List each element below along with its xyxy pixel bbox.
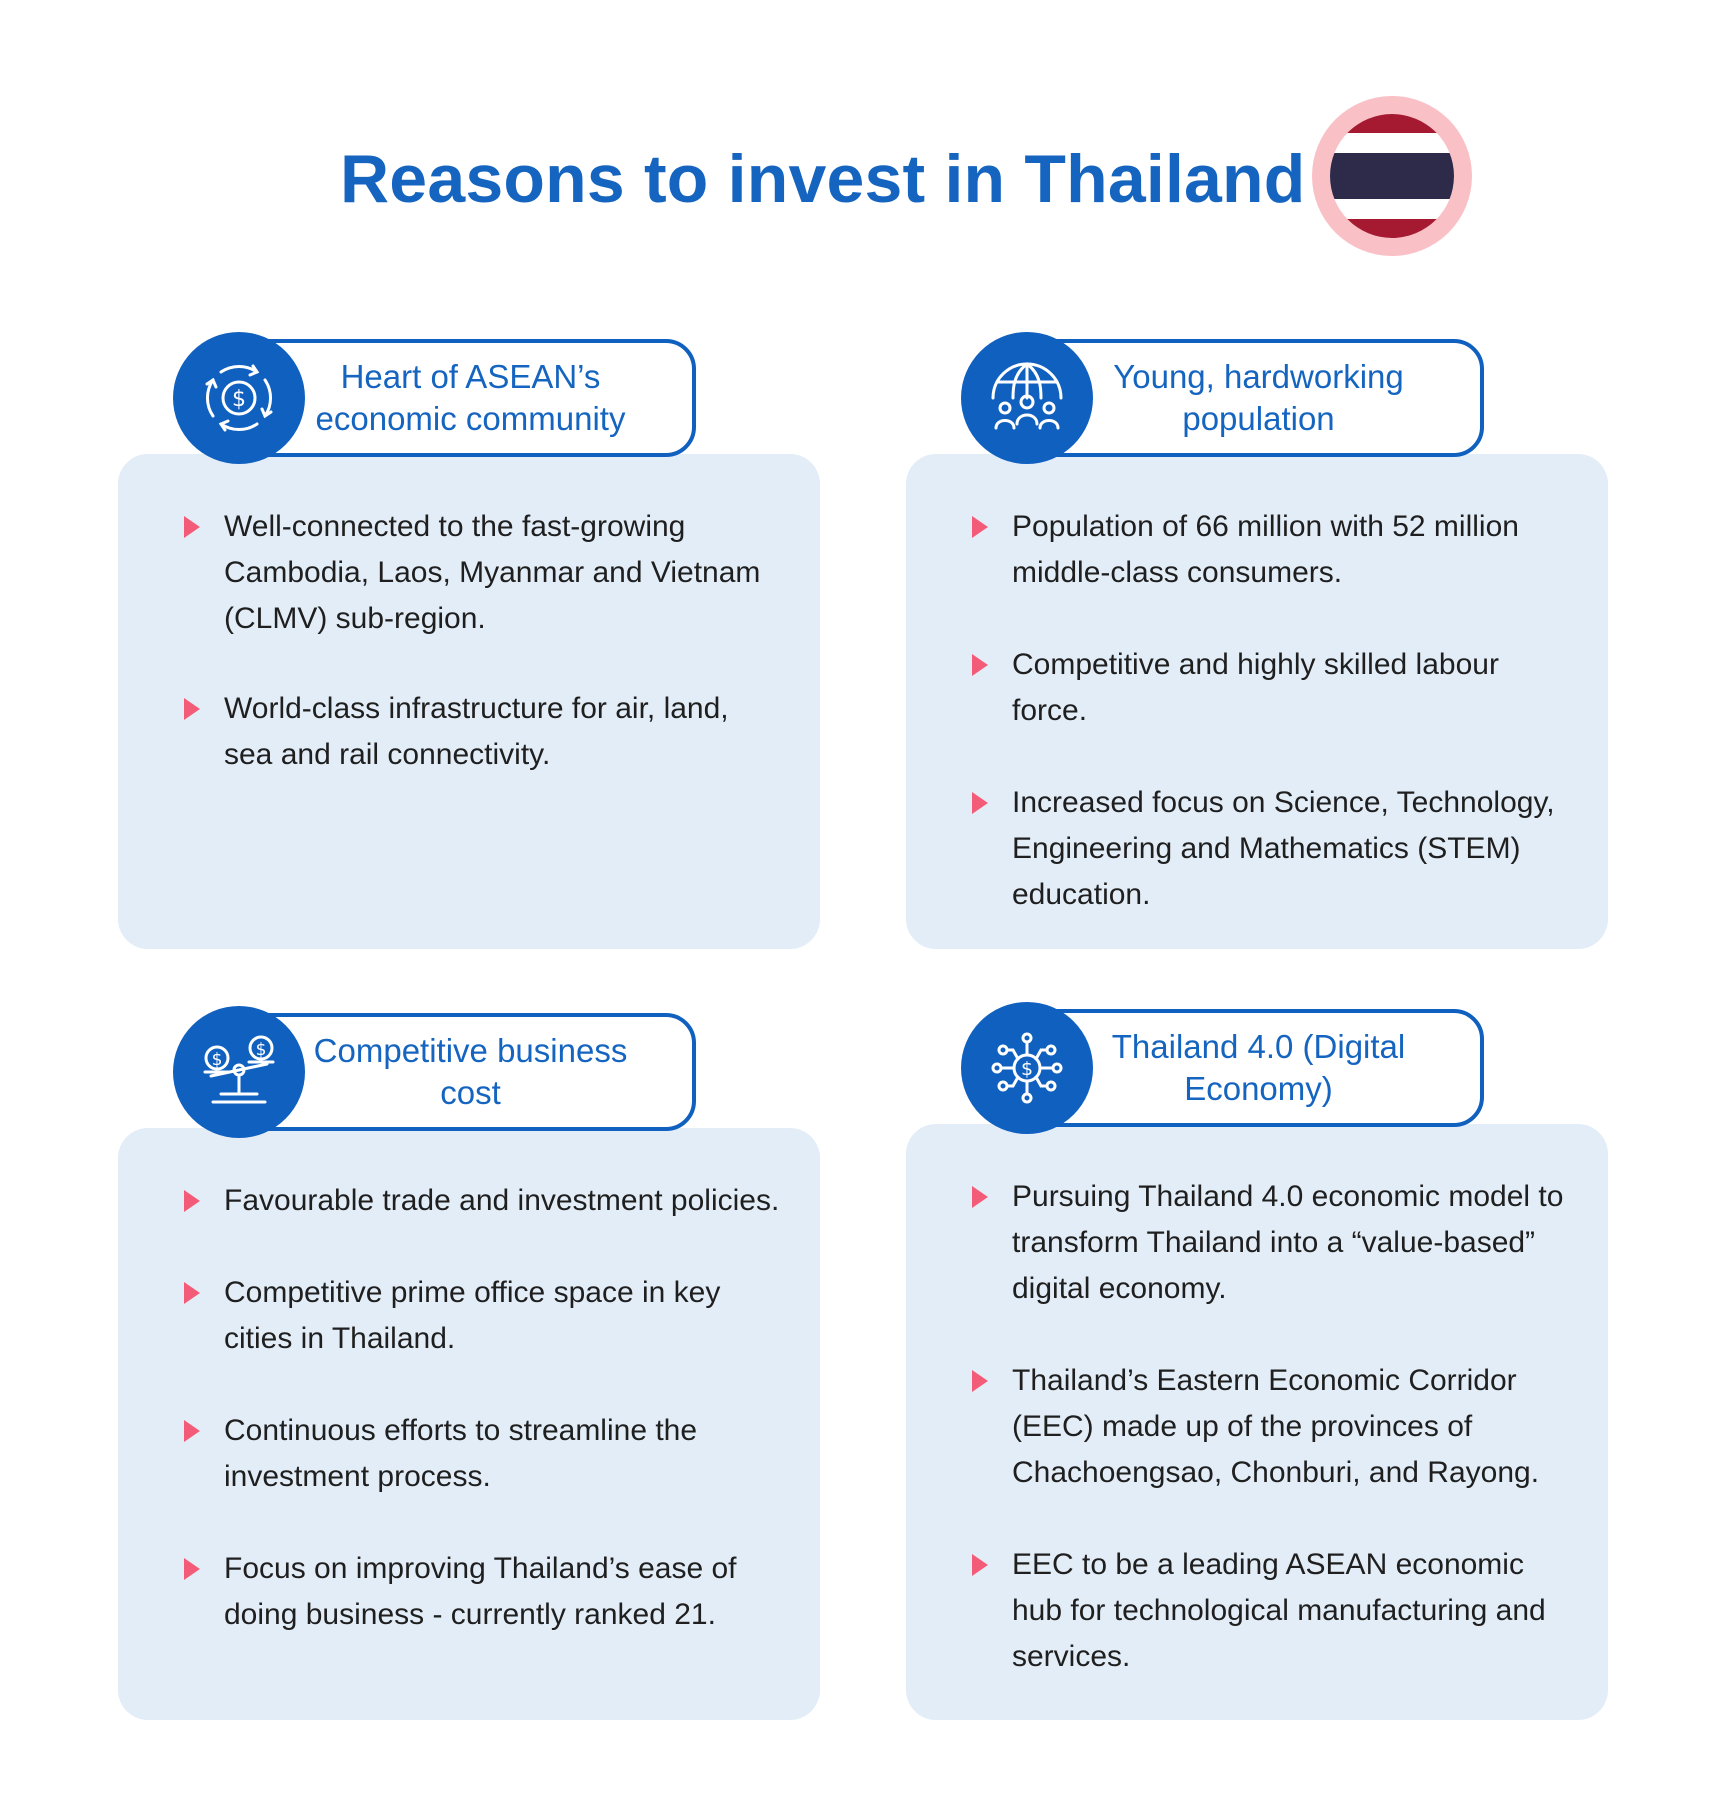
list-item: Pursuing Thailand 4.0 economic model to transform Thailand into a “value-based” digital economy.	[972, 1174, 1572, 1312]
list-item: Competitive and highly skilled labour force.	[972, 642, 1572, 734]
bullet-arrow-icon	[972, 1186, 988, 1208]
bullet-arrow-icon	[184, 1558, 200, 1580]
svg-text:$: $	[255, 1040, 267, 1060]
digital-network-dollar-icon	[979, 1020, 1075, 1116]
dollar-cycle-icon	[191, 350, 287, 446]
bullet-arrow-icon	[972, 1370, 988, 1392]
card-icon-badge	[173, 1006, 305, 1138]
list-item: Population of 66 million with 52 million middle-class consumers.	[972, 504, 1572, 596]
bullet-arrow-icon	[972, 516, 988, 538]
card-label: Competitive business cost	[313, 1032, 628, 1111]
list-item: World-class infrastructure for air, land, sea and rail connectivity.	[184, 686, 784, 778]
bullet-arrow-icon	[184, 516, 200, 538]
globe-people-icon	[979, 350, 1075, 446]
list-item: Thailand’s Eastern Economic Corridor (EEC) made up of the provinces of Chachoengsao, Chonburi, and Rayong.	[972, 1358, 1572, 1496]
list-item: Competitive prime office space in key cities in Thailand.	[184, 1270, 784, 1362]
card-icon-badge	[961, 332, 1093, 464]
bullet-arrow-icon	[972, 654, 988, 676]
balance-scale-dollar-icon	[191, 1024, 287, 1120]
list-item: Favourable trade and investment policies.	[184, 1178, 784, 1224]
svg-text:$: $	[1020, 1058, 1034, 1080]
bullet-arrow-icon	[184, 1420, 200, 1442]
card-label: Heart of ASEAN’s economic community	[315, 358, 626, 437]
card-label: Thailand 4.0 (Digital Economy)	[1111, 1028, 1406, 1107]
page-title: Reasons to invest in Thailand	[340, 141, 1306, 217]
svg-text:$: $	[211, 1050, 223, 1070]
list-item: Well-connected to the fast-growing Cambodia, Laos, Myanmar and Vietnam (CLMV) sub-region.	[184, 504, 784, 642]
bullet-arrow-icon	[972, 1554, 988, 1576]
list-item: Focus on improving Thailand’s ease of doing business - currently ranked 21.	[184, 1546, 784, 1638]
card-label: Young, hardworking population	[1113, 358, 1404, 437]
list-item: EEC to be a leading ASEAN economic hub for technological manufacturing and services.	[972, 1542, 1572, 1680]
bullet-arrow-icon	[972, 792, 988, 814]
bullet-arrow-icon	[184, 1282, 200, 1304]
bullet-arrow-icon	[184, 1190, 200, 1212]
svg-text:$: $	[232, 387, 246, 412]
list-item: Increased focus on Science, Technology, Engineering and Mathematics (STEM) education.	[972, 780, 1572, 918]
card-icon-badge	[173, 332, 305, 464]
bullet-arrow-icon	[184, 698, 200, 720]
thailand-flag-icon	[1312, 96, 1472, 256]
list-item: Continuous efforts to streamline the investment process.	[184, 1408, 784, 1500]
card-icon-badge	[961, 1002, 1093, 1134]
